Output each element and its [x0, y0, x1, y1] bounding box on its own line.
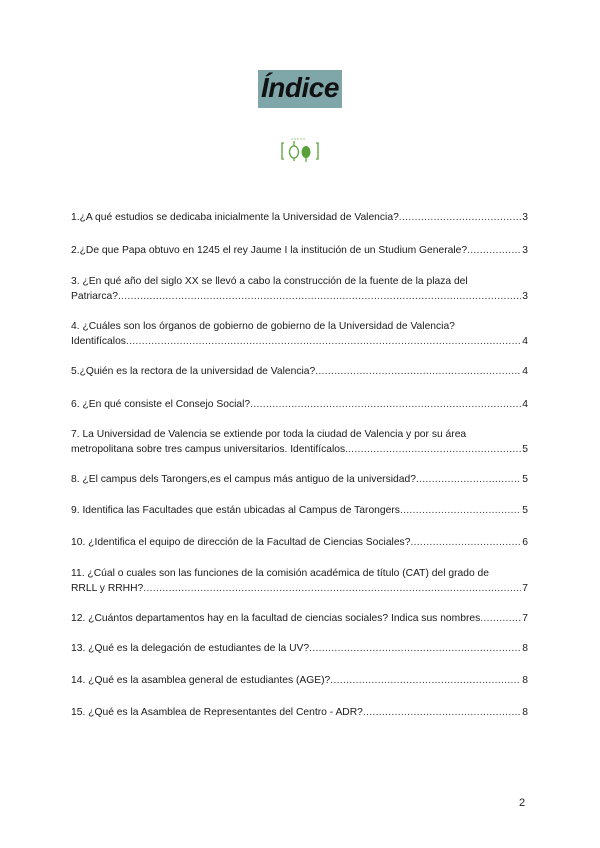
page-title: Índice — [258, 70, 342, 108]
toc-entry-1[interactable] — [71, 211, 528, 224]
toc-entry-page: 7 — [522, 583, 528, 594]
toc-entry-page: 8 — [522, 643, 528, 654]
toc-entry-page: 4 — [522, 366, 528, 377]
toc-entry-page: 6 — [522, 537, 528, 548]
toc-entry-6[interactable] — [71, 398, 528, 411]
toc-entry-text: Identifícalos — [71, 336, 126, 347]
toc-entry-text: 8. ¿El campus dels Tarongers,es el campus más antiguo de la universidad? — [71, 474, 416, 485]
toc-entry-text: 9. Identifica las Facultades que están ubicadas al Campus de Tarongers — [71, 505, 400, 516]
toc-entry-page: 8 — [522, 707, 528, 718]
leader-dots — [330, 674, 521, 687]
toc-entry-page: 4 — [522, 336, 528, 347]
leader-dots — [467, 244, 521, 257]
toc-entry-15[interactable] — [71, 706, 528, 719]
toc-entry-page: 3 — [522, 245, 528, 256]
leader-dots — [399, 211, 521, 224]
toc-entry-text-line1: 4. ¿Cuáles son los órganos de gobierno de gobierno de la Universidad de Valencia? — [71, 321, 455, 332]
toc-entry-text-line1: 7. La Universidad de Valencia se extiende por toda la ciudad de Valencia y por su área — [71, 429, 467, 440]
toc-entry-text: 1.¿A qué estudios se dedicaba inicialmente la Universidad de Valencia? — [71, 212, 399, 223]
toc-entry-5[interactable] — [71, 365, 528, 378]
leader-dots — [118, 290, 521, 303]
toc-entry-14[interactable] — [71, 674, 528, 687]
toc-entry-text-line1: 3. ¿En qué año del siglo XX se llevó a cabo la construcción de la fuente de la plaza del — [71, 276, 468, 287]
leader-dots — [126, 335, 521, 348]
leader-dots — [416, 473, 521, 486]
toc-entry-page: 3 — [522, 291, 528, 302]
toc-entry-text: 2.¿De que Papa obtuvo en 1245 el rey Jaume I la institución de un Studium Generale? — [71, 245, 468, 256]
toc-entry-12[interactable] — [71, 612, 528, 625]
uv-leaf-logo-icon — [279, 137, 321, 165]
toc-entry-text: 13. ¿Qué es la delegación de estudiantes de la UV? — [71, 643, 310, 654]
leader-dots — [480, 612, 521, 625]
leader-dots — [315, 365, 521, 378]
leader-dots — [309, 642, 521, 655]
toc-entry-8[interactable] — [71, 473, 528, 486]
toc-entry-11[interactable] — [71, 567, 528, 595]
page-number: 2 — [519, 797, 526, 809]
toc-entry-text: 14. ¿Qué es la asamblea general de estudiantes (AGE)? — [71, 675, 331, 686]
leader-dots — [250, 398, 521, 411]
toc-entry-text: 12. ¿Cuántos departamentos hay en la facultad de ciencias sociales? Indica sus nombres — [71, 613, 481, 624]
toc-entry-text: RRLL y RRHH? — [71, 583, 144, 594]
toc-entry-9[interactable] — [71, 504, 528, 517]
toc-entry-text: 15. ¿Qué es la Asamblea de Representantes del Centro - ADR? — [71, 707, 363, 718]
leader-dots — [143, 582, 521, 595]
toc-entry-page: 8 — [522, 675, 528, 686]
toc-entry-text: 6. ¿En qué consiste el Consejo Social? — [71, 399, 251, 410]
toc-entry-text: Patriarca? — [71, 291, 118, 302]
toc-entry-2[interactable] — [71, 244, 528, 257]
toc-entry-page: 3 — [522, 212, 528, 223]
toc-entry-text: 10. ¿Identifica el equipo de dirección de la Facultad de Ciencias Sociales? — [71, 537, 411, 548]
toc-entry-page: 4 — [522, 399, 528, 410]
toc-entry-7[interactable] — [71, 428, 528, 456]
leader-dots — [348, 443, 521, 456]
title-wrap — [0, 70, 600, 108]
toc-entry-text: metropolitana sobre tres campus universitarios. Identifícalos. — [71, 444, 349, 455]
toc-entry-3[interactable] — [71, 275, 528, 303]
toc-entry-page: 7 — [522, 613, 528, 624]
toc-entry-text-line1: 11. ¿Cúal o cuales son las funciones de la comisión académica de título (CAT) del grado de — [71, 568, 490, 579]
leader-dots — [410, 536, 521, 549]
toc-entry-13[interactable] — [71, 642, 528, 655]
toc-entry-page: 5 — [522, 505, 528, 516]
leader-dots — [363, 706, 521, 719]
toc-entry-page: 5 — [522, 444, 528, 455]
toc-entry-4[interactable] — [71, 320, 528, 348]
toc-entry-text: 5.¿Quién es la rectora de la universidad de Valencia? — [71, 366, 316, 377]
leader-dots — [400, 504, 521, 517]
toc-entry-page: 5 — [522, 474, 528, 485]
toc-entry-10[interactable] — [71, 536, 528, 549]
